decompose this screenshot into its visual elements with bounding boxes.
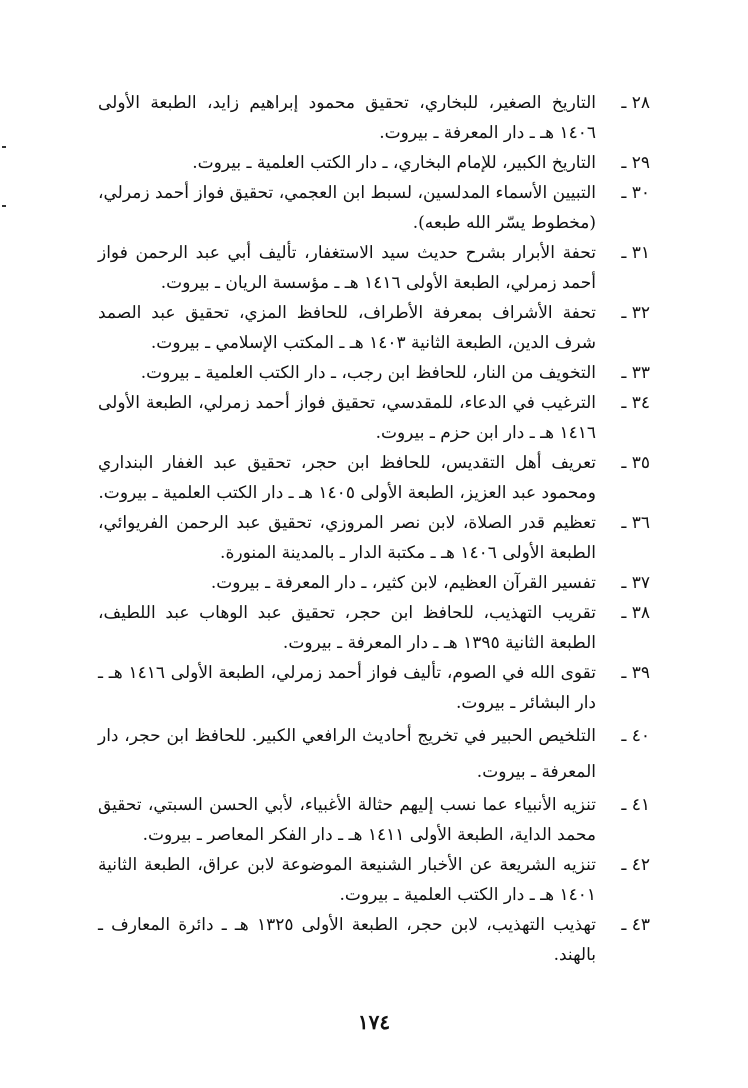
entry-number: ٢٨ ـ — [621, 93, 650, 113]
entry-text: تفسير القرآن العظيم، لابن كثير، ـ دار المعرفة ـ بيروت. — [210, 573, 596, 593]
bibliography-entry — [98, 598, 650, 658]
entry-text: تنزيه الشريعة عن الأخبار الشنيعة الموضوعة لابن عراق، الطبعة الثانية ١٤٠١ هـ ـ دار الكتب العلمية ـ بيروت. — [98, 855, 596, 905]
entry-text: تنزيه الأنبياء عما نسب إليهم حثالة الأغبياء، لأبي الحسن السبتي، تحقيق محمد الداية، الطبعة الأولى ١٤١١ هـ ـ دار الفكر المعاصر ـ بيروت. — [98, 795, 596, 845]
entry-text: تقوى الله في الصوم، تأليف فواز أحمد زمرلي، الطبعة الأولى ١٤١٦ هـ ـ دار البشائر ـ بيروت. — [98, 663, 596, 713]
bibliography-entry — [98, 790, 650, 850]
bibliography-entry — [98, 850, 650, 910]
margin-mark — [2, 146, 6, 148]
entry-number: ٣٨ ـ — [621, 603, 650, 623]
entry-text: التاريخ الكبير، للإمام البخاري، ـ دار الكتب العلمية ـ بيروت. — [192, 153, 596, 173]
entry-text: تعظيم قدر الصلاة، لابن نصر المروزي، تحقيق عبد الرحمن الفريوائي، الطبعة الأولى ١٤٠٦ هـ ـ مكتبة الدار ـ بالمدينة المنورة. — [98, 513, 596, 563]
bibliography-entry — [98, 448, 650, 508]
bibliography-list — [98, 88, 650, 970]
entry-number: ٤٣ ـ — [621, 915, 650, 935]
entry-text: تحفة الأبرار بشرح حديث سيد الاستغفار، تأليف أبي عبد الرحمن فواز أحمد زمرلي، الطبعة الأولى ١٤١٦ هـ ـ مؤسسة الريان ـ بيروت. — [98, 243, 596, 293]
bibliography-entry — [98, 388, 650, 448]
bibliography-entry — [98, 148, 650, 178]
entry-text: تعريف أهل التقديس، للحافظ ابن حجر، تحقيق عبد الغفار البنداري ومحمود عبد العزيز، الطبعة الأولى ١٤٠٥ هـ ـ دار الكتب العلمية ـ بيروت. — [98, 453, 596, 503]
entry-number: ٣٩ ـ — [621, 663, 650, 683]
bibliography-entry — [98, 298, 650, 358]
margin-mark — [2, 205, 6, 207]
bibliography-entry — [98, 358, 650, 388]
entry-text: التبيين الأسماء المدلسين، لسبط ابن العجمي، تحقيق فواز أحمد زمرلي، (مخطوط يسّر الله طبعه). — [98, 183, 596, 233]
entry-number: ٣٧ ـ — [621, 573, 650, 593]
entry-text: التخويف من النار، للحافظ ابن رجب، ـ دار الكتب العلمية ـ بيروت. — [140, 363, 596, 383]
entry-number: ٣٣ ـ — [621, 363, 650, 383]
entry-number: ٣١ ـ — [621, 243, 650, 263]
entry-number: ٢٩ ـ — [621, 153, 650, 173]
bibliography-entry — [98, 508, 650, 568]
entry-text: تقريب التهذيب، للحافظ ابن حجر، تحقيق عبد الوهاب عبد اللطيف، الطبعة الثانية ١٣٩٥ هـ ـ دار المعرفة ـ بيروت. — [98, 603, 596, 653]
bibliography-entry — [98, 178, 650, 238]
entry-text: التاريخ الصغير، للبخاري، تحقيق محمود إبراهيم زايد، الطبعة الأولى ١٤٠٦ هـ ـ دار المعرفة ـ بيروت. — [98, 93, 596, 143]
bibliography-entry — [98, 568, 650, 598]
bibliography-entry — [98, 238, 650, 298]
page-number: ١٧٤ — [357, 1010, 391, 1034]
entry-number: ٣٢ ـ — [621, 303, 650, 323]
bibliography-entry — [98, 658, 650, 718]
entry-number: ٣٠ ـ — [621, 183, 650, 203]
bibliography-entry — [98, 718, 650, 790]
entry-number: ٣٥ ـ — [621, 453, 650, 473]
entry-number: ٤٠ ـ — [621, 726, 650, 746]
entry-text: تحفة الأشراف بمعرفة الأطراف، للحافظ المزي، تحقيق عبد الصمد شرف الدين، الطبعة الثانية ١٤٠٣ هـ ـ المكتب الإسلامي ـ بيروت. — [98, 303, 596, 353]
bibliography-entry — [98, 88, 650, 148]
entry-number: ٤١ ـ — [621, 795, 650, 815]
entry-text: التلخيص الحبير في تخريج أحاديث الرافعي الكبير. للحافظ ابن حجر، دار المعرفة ـ بيروت. — [98, 726, 596, 782]
entry-number: ٣٤ ـ — [621, 393, 650, 413]
bibliography-entry — [98, 910, 650, 970]
entry-text: تهذيب التهذيب، لابن حجر، الطبعة الأولى ١٣٢٥ هـ ـ دائرة المعارف ـ بالهند. — [98, 915, 596, 965]
entry-number: ٣٦ ـ — [621, 513, 650, 533]
entry-number: ٤٢ ـ — [621, 855, 650, 875]
entry-text: الترغيب في الدعاء، للمقدسي، تحقيق فواز أحمد زمرلي، الطبعة الأولى ١٤١٦ هـ ـ دار ابن حزم ـ بيروت. — [98, 393, 596, 443]
